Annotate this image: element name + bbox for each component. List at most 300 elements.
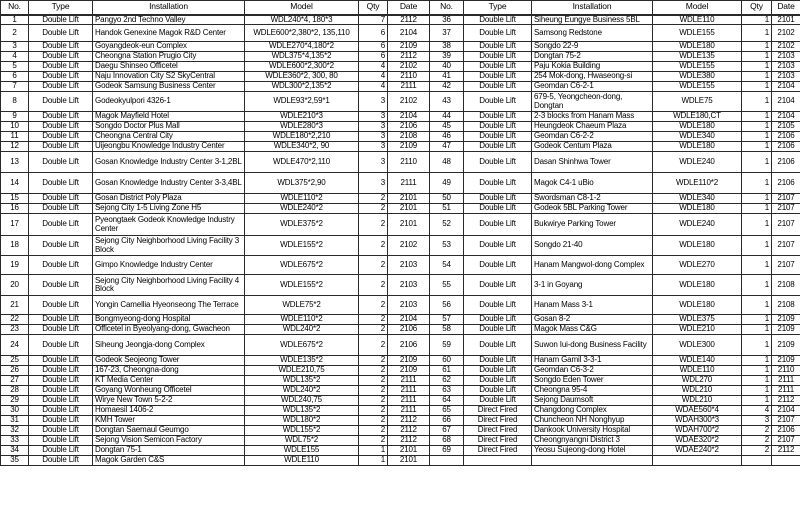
no-cell: 5 bbox=[1, 62, 29, 72]
qty-cell: 2 bbox=[359, 376, 388, 386]
installation-cell: Handok Genexine Magok R&D Center bbox=[93, 25, 245, 42]
qty-cell: 1 bbox=[742, 92, 772, 112]
type-cell: Double Lift bbox=[29, 194, 93, 204]
installation-cell: Godeokyulpori 4326-1 bbox=[93, 92, 245, 112]
table-row bbox=[1, 72, 800, 82]
empty-cell bbox=[742, 456, 772, 466]
installation-cell: 2-3 blocks from Hanam Mass bbox=[532, 112, 653, 122]
qty-cell: 1 bbox=[742, 275, 772, 296]
installation-cell: Cheongna 95-4 bbox=[532, 386, 653, 396]
date-cell: 2110 bbox=[388, 152, 430, 173]
type-cell: Double Lift bbox=[464, 335, 532, 356]
model-cell: WDL375*2,90 bbox=[245, 173, 359, 194]
date-cell: 2112 bbox=[388, 436, 430, 446]
installation-cell: Dongtan Saemaul Geumgo bbox=[93, 426, 245, 436]
installation-cell: Siheung Jeongja-dong Complex bbox=[93, 335, 245, 356]
table-row bbox=[1, 396, 800, 406]
no-cell: 47 bbox=[430, 142, 464, 152]
no-cell: 20 bbox=[1, 275, 29, 296]
no-cell: 23 bbox=[1, 325, 29, 335]
type-cell: Double Lift bbox=[29, 315, 93, 325]
date-cell: 2111 bbox=[388, 376, 430, 386]
no-cell: 2 bbox=[1, 25, 29, 42]
table-row bbox=[1, 82, 800, 92]
type-cell: Direct Fired bbox=[464, 416, 532, 426]
model-cell: WDL135*2 bbox=[245, 376, 359, 386]
installation-cell: Paju Kokia Building bbox=[532, 62, 653, 72]
qty-cell: 1 bbox=[359, 446, 388, 456]
date-cell: 2102 bbox=[772, 42, 800, 52]
model-cell: WDLE135 bbox=[653, 52, 742, 62]
type-cell: Double Lift bbox=[29, 256, 93, 275]
model-cell: WDLE110*2 bbox=[653, 173, 742, 194]
date-cell: 2106 bbox=[772, 173, 800, 194]
model-cell: WDLE180 bbox=[653, 204, 742, 214]
type-cell: Double Lift bbox=[29, 456, 93, 466]
installation-cell: Suwon Iui-dong Business Facility bbox=[532, 335, 653, 356]
no-cell: 67 bbox=[430, 426, 464, 436]
qty-cell: 1 bbox=[742, 15, 772, 25]
date-cell: 2109 bbox=[772, 335, 800, 356]
model-cell: WDLE360*2, 300, 80 bbox=[245, 72, 359, 82]
model-cell: WDLE240 bbox=[653, 152, 742, 173]
model-cell: WDLE240*2 bbox=[245, 204, 359, 214]
qty-cell: 1 bbox=[742, 112, 772, 122]
installation-cell: Samsong Redstone bbox=[532, 25, 653, 42]
model-cell: WDLE210*3 bbox=[245, 112, 359, 122]
type-cell: Double Lift bbox=[29, 204, 93, 214]
installation-cell: Swordsman C8-1-2 bbox=[532, 194, 653, 204]
qty-cell: 2 bbox=[742, 446, 772, 456]
type-cell: Direct Fired bbox=[464, 406, 532, 416]
installation-cell: Sejong City Neighborhood Living Facility 4 Block bbox=[93, 275, 245, 296]
table-row bbox=[1, 42, 800, 52]
model-cell: WDL155*2 bbox=[245, 426, 359, 436]
table-row bbox=[1, 356, 800, 366]
type-cell: Double Lift bbox=[29, 436, 93, 446]
date-cell: 2108 bbox=[772, 296, 800, 315]
qty-cell: 2 bbox=[359, 256, 388, 275]
installation-cell: Songdo 22-9 bbox=[532, 42, 653, 52]
model-cell: WDLE300 bbox=[653, 335, 742, 356]
model-cell: WDLE375 bbox=[653, 315, 742, 325]
table-row bbox=[1, 325, 800, 335]
no-cell: 65 bbox=[430, 406, 464, 416]
type-cell: Double Lift bbox=[464, 296, 532, 315]
model-cell: WDLE675*2 bbox=[245, 256, 359, 275]
date-cell: 2112 bbox=[388, 15, 430, 25]
type-cell: Double Lift bbox=[29, 132, 93, 142]
installation-cell: Gimpo Knowledge Industry Center bbox=[93, 256, 245, 275]
model-cell: WDLE180 bbox=[653, 142, 742, 152]
installation-cell: Chuncheon NH Nonghyup bbox=[532, 416, 653, 426]
no-cell: 41 bbox=[430, 72, 464, 82]
qty-cell: 6 bbox=[359, 42, 388, 52]
model-cell: WDL75*2 bbox=[245, 436, 359, 446]
model-cell: WDLE600*2,300*2 bbox=[245, 62, 359, 72]
no-cell: 30 bbox=[1, 406, 29, 416]
no-cell: 27 bbox=[1, 376, 29, 386]
table-row bbox=[1, 296, 800, 315]
model-cell: WDAH300*3 bbox=[653, 416, 742, 426]
no-cell: 44 bbox=[430, 112, 464, 122]
no-cell: 55 bbox=[430, 275, 464, 296]
date-cell: 2103 bbox=[388, 275, 430, 296]
installation-cell: Dasan Shinhwa Tower bbox=[532, 152, 653, 173]
installation-cell: Goyangdeok-eun Complex bbox=[93, 42, 245, 52]
installation-cell: Bukwirye Parking Tower bbox=[532, 214, 653, 236]
date-cell: 2112 bbox=[388, 426, 430, 436]
no-cell: 6 bbox=[1, 72, 29, 82]
type-cell: Double Lift bbox=[29, 112, 93, 122]
model-cell: WDLE110 bbox=[653, 366, 742, 376]
no-cell: 58 bbox=[430, 325, 464, 335]
no-cell: 45 bbox=[430, 122, 464, 132]
type-cell: Double Lift bbox=[464, 92, 532, 112]
date-cell: 2101 bbox=[388, 446, 430, 456]
date-cell: 2106 bbox=[772, 132, 800, 142]
qty-cell: 2 bbox=[359, 416, 388, 426]
type-cell: Double Lift bbox=[29, 406, 93, 416]
qty-cell: 1 bbox=[742, 376, 772, 386]
model-cell: WDLE380 bbox=[653, 72, 742, 82]
date-cell: 2107 bbox=[772, 256, 800, 275]
model-cell: WDLE280*3 bbox=[245, 122, 359, 132]
type-cell: Double Lift bbox=[464, 366, 532, 376]
type-cell: Double Lift bbox=[29, 366, 93, 376]
table-row bbox=[1, 122, 800, 132]
installation-cell: Cheongna Central City bbox=[93, 132, 245, 142]
model-cell: WDLE240 bbox=[653, 214, 742, 236]
no-cell: 14 bbox=[1, 173, 29, 194]
qty-cell: 1 bbox=[742, 356, 772, 366]
no-cell: 33 bbox=[1, 436, 29, 446]
table-row bbox=[1, 142, 800, 152]
type-cell: Double Lift bbox=[464, 396, 532, 406]
column-header-model: Model bbox=[245, 1, 359, 15]
installation-cell: Cheongna Station Prugio City bbox=[93, 52, 245, 62]
empty-cell bbox=[464, 456, 532, 466]
table-row bbox=[1, 436, 800, 446]
installation-cell: Changdong Complex bbox=[532, 406, 653, 416]
empty-cell bbox=[772, 456, 800, 466]
type-cell: Double Lift bbox=[464, 132, 532, 142]
qty-cell: 3 bbox=[359, 132, 388, 142]
no-cell: 66 bbox=[430, 416, 464, 426]
no-cell: 49 bbox=[430, 173, 464, 194]
date-cell: 2110 bbox=[772, 366, 800, 376]
no-cell: 1 bbox=[1, 15, 29, 25]
date-cell: 2111 bbox=[388, 396, 430, 406]
date-cell: 2101 bbox=[388, 214, 430, 236]
model-cell: WDAH700*2 bbox=[653, 426, 742, 436]
date-cell: 2107 bbox=[772, 214, 800, 236]
model-cell: WDLE270 bbox=[653, 256, 742, 275]
model-cell: WDAE320*2 bbox=[653, 436, 742, 446]
qty-cell: 2 bbox=[359, 436, 388, 446]
date-cell: 2104 bbox=[772, 112, 800, 122]
model-cell: WDL375*4,135*2 bbox=[245, 52, 359, 62]
table-body bbox=[1, 15, 800, 466]
no-cell: 11 bbox=[1, 132, 29, 142]
qty-cell: 2 bbox=[359, 275, 388, 296]
installation-cell: KT Media Center bbox=[93, 376, 245, 386]
installation-cell: Wirye New Town 5-2-2 bbox=[93, 396, 245, 406]
table-row bbox=[1, 416, 800, 426]
type-cell: Double Lift bbox=[464, 72, 532, 82]
column-header-no: No. bbox=[1, 1, 29, 15]
installation-cell: Dankook University Hospital bbox=[532, 426, 653, 436]
date-cell: 2102 bbox=[388, 92, 430, 112]
qty-cell: 1 bbox=[742, 214, 772, 236]
type-cell: Double Lift bbox=[29, 356, 93, 366]
installation-cell: Hanam Mass 3-1 bbox=[532, 296, 653, 315]
date-cell: 2111 bbox=[772, 386, 800, 396]
qty-cell: 1 bbox=[742, 335, 772, 356]
no-cell: 50 bbox=[430, 194, 464, 204]
type-cell: Double Lift bbox=[464, 275, 532, 296]
type-cell: Double Lift bbox=[464, 204, 532, 214]
date-cell: 2111 bbox=[388, 386, 430, 396]
table-row bbox=[1, 256, 800, 275]
table-row bbox=[1, 25, 800, 42]
installation-cell: Siheung Eungye Business 5BL bbox=[532, 15, 653, 25]
installation-cell: Naju Innovation City S2 SkyCentral bbox=[93, 72, 245, 82]
date-cell: 2101 bbox=[772, 15, 800, 25]
no-cell: 28 bbox=[1, 386, 29, 396]
installation-cell: Magok C4-1 uBio bbox=[532, 173, 653, 194]
installation-cell: Magok Garden C&S bbox=[93, 456, 245, 466]
date-cell: 2106 bbox=[388, 122, 430, 132]
table-row bbox=[1, 214, 800, 236]
type-cell: Double Lift bbox=[464, 42, 532, 52]
no-cell: 53 bbox=[430, 236, 464, 256]
installation-cell: Goyang Wonheung Officetel bbox=[93, 386, 245, 396]
header-row bbox=[1, 1, 800, 15]
no-cell: 24 bbox=[1, 335, 29, 356]
installation-cell: Songdo Eden Tower bbox=[532, 376, 653, 386]
date-cell: 2103 bbox=[772, 52, 800, 62]
type-cell: Double Lift bbox=[464, 25, 532, 42]
no-cell: 26 bbox=[1, 366, 29, 376]
type-cell: Double Lift bbox=[464, 214, 532, 236]
installation-cell: Hanam Mangwol-dong Complex bbox=[532, 256, 653, 275]
table-row bbox=[1, 173, 800, 194]
type-cell: Double Lift bbox=[29, 173, 93, 194]
date-cell: 2101 bbox=[388, 204, 430, 214]
qty-cell: 2 bbox=[359, 315, 388, 325]
installation-cell: Dongtan 75-2 bbox=[532, 52, 653, 62]
model-cell: WDL210 bbox=[653, 386, 742, 396]
table-row bbox=[1, 132, 800, 142]
model-cell: WDL240*2 bbox=[245, 325, 359, 335]
date-cell: 2112 bbox=[772, 446, 800, 456]
model-cell: WDLE155*2 bbox=[245, 236, 359, 256]
type-cell: Double Lift bbox=[464, 122, 532, 132]
date-cell: 2111 bbox=[388, 406, 430, 416]
no-cell: 34 bbox=[1, 446, 29, 456]
model-cell: WDLE110*2 bbox=[245, 194, 359, 204]
installation-cell: 167-23, Cheongna-dong bbox=[93, 366, 245, 376]
date-cell: 2109 bbox=[772, 325, 800, 335]
qty-cell: 2 bbox=[359, 194, 388, 204]
qty-cell: 1 bbox=[742, 256, 772, 275]
date-cell: 2111 bbox=[388, 173, 430, 194]
type-cell: Double Lift bbox=[29, 142, 93, 152]
type-cell: Double Lift bbox=[29, 92, 93, 112]
table-row bbox=[1, 315, 800, 325]
no-cell: 9 bbox=[1, 112, 29, 122]
table-row bbox=[1, 456, 800, 466]
installation-cell: Yeosu Sujeong-dong Hotel bbox=[532, 446, 653, 456]
no-cell: 52 bbox=[430, 214, 464, 236]
type-cell: Double Lift bbox=[464, 386, 532, 396]
model-cell: WDLE155 bbox=[245, 446, 359, 456]
qty-cell: 3 bbox=[359, 92, 388, 112]
table-row bbox=[1, 406, 800, 416]
qty-cell: 2 bbox=[359, 236, 388, 256]
type-cell: Double Lift bbox=[464, 152, 532, 173]
model-cell: WDLE110*2 bbox=[245, 315, 359, 325]
date-cell: 2109 bbox=[772, 315, 800, 325]
qty-cell: 6 bbox=[359, 25, 388, 42]
qty-cell: 1 bbox=[742, 132, 772, 142]
date-cell: 2104 bbox=[772, 406, 800, 416]
type-cell: Double Lift bbox=[464, 256, 532, 275]
no-cell: 13 bbox=[1, 152, 29, 173]
table-row bbox=[1, 366, 800, 376]
model-cell: WDAE240*2 bbox=[653, 446, 742, 456]
date-cell: 2112 bbox=[388, 52, 430, 62]
column-header-type: Type bbox=[29, 1, 93, 15]
table-row bbox=[1, 194, 800, 204]
no-cell: 51 bbox=[430, 204, 464, 214]
no-cell: 54 bbox=[430, 256, 464, 275]
date-cell: 2107 bbox=[772, 416, 800, 426]
model-cell: WDLE140 bbox=[653, 356, 742, 366]
model-cell: WDL135*2 bbox=[245, 406, 359, 416]
type-cell: Double Lift bbox=[464, 15, 532, 25]
qty-cell: 1 bbox=[742, 142, 772, 152]
model-cell: WDLE75 bbox=[653, 92, 742, 112]
installation-cell: Heungdeok Chaeum Plaza bbox=[532, 122, 653, 132]
installation-cell: Gosan Knowledge Industry Center 3-3,4BL bbox=[93, 173, 245, 194]
model-cell: WDLE180 bbox=[653, 236, 742, 256]
date-cell: 2112 bbox=[388, 416, 430, 426]
date-cell: 2104 bbox=[388, 112, 430, 122]
installation-cell: Songdo 21-40 bbox=[532, 236, 653, 256]
model-cell: WDLE180 bbox=[653, 42, 742, 52]
no-cell: 32 bbox=[1, 426, 29, 436]
date-cell: 2108 bbox=[388, 132, 430, 142]
qty-cell: 1 bbox=[742, 152, 772, 173]
installation-cell: Godeok Centum Plaza bbox=[532, 142, 653, 152]
no-cell: 4 bbox=[1, 52, 29, 62]
date-cell: 2102 bbox=[772, 25, 800, 42]
installation-cell: Geomdan C6-3-2 bbox=[532, 366, 653, 376]
qty-cell: 3 bbox=[359, 152, 388, 173]
date-cell: 2103 bbox=[388, 296, 430, 315]
installation-cell: Sejong Daumsoft bbox=[532, 396, 653, 406]
qty-cell: 1 bbox=[742, 366, 772, 376]
type-cell: Double Lift bbox=[29, 386, 93, 396]
installation-cell: Bongmyeong-dong Hospital bbox=[93, 315, 245, 325]
model-cell: WDLE93*2,59*1 bbox=[245, 92, 359, 112]
model-cell: WDLE75*2 bbox=[245, 296, 359, 315]
type-cell: Double Lift bbox=[464, 325, 532, 335]
model-cell: WDLE135*2 bbox=[245, 356, 359, 366]
no-cell: 19 bbox=[1, 256, 29, 275]
model-cell: WDLE155 bbox=[653, 25, 742, 42]
type-cell: Double Lift bbox=[29, 296, 93, 315]
qty-cell: 1 bbox=[359, 456, 388, 466]
date-cell: 2103 bbox=[388, 256, 430, 275]
qty-cell: 7 bbox=[359, 15, 388, 25]
table-row bbox=[1, 204, 800, 214]
no-cell: 35 bbox=[1, 456, 29, 466]
type-cell: Double Lift bbox=[29, 426, 93, 436]
qty-cell: 4 bbox=[359, 62, 388, 72]
type-cell: Double Lift bbox=[464, 173, 532, 194]
table-row bbox=[1, 15, 800, 25]
model-cell: WDLE155 bbox=[653, 82, 742, 92]
type-cell: Double Lift bbox=[29, 62, 93, 72]
table-row bbox=[1, 62, 800, 72]
installation-cell: Officetel in Byeolyang-dong, Gwacheon bbox=[93, 325, 245, 335]
installation-cell: Pyeongtaek Godeok Knowledge Industry Center bbox=[93, 214, 245, 236]
no-cell: 42 bbox=[430, 82, 464, 92]
model-cell: WDLE155*2 bbox=[245, 275, 359, 296]
qty-cell: 1 bbox=[742, 204, 772, 214]
date-cell: 2104 bbox=[388, 25, 430, 42]
model-cell: WDLE180*2,210 bbox=[245, 132, 359, 142]
date-cell: 2106 bbox=[772, 426, 800, 436]
installation-cell: Daegu Shinseo Officetel bbox=[93, 62, 245, 72]
model-cell: WDLE270*4,180*2 bbox=[245, 42, 359, 52]
qty-cell: 1 bbox=[742, 325, 772, 335]
no-cell: 59 bbox=[430, 335, 464, 356]
column-header-qty: Qty bbox=[742, 1, 772, 15]
type-cell: Double Lift bbox=[464, 356, 532, 366]
installation-cell: Hanam Gamil 3-3-1 bbox=[532, 356, 653, 366]
qty-cell: 1 bbox=[742, 396, 772, 406]
no-cell: 69 bbox=[430, 446, 464, 456]
model-cell: WDLE340 bbox=[653, 132, 742, 142]
date-cell: 2103 bbox=[772, 72, 800, 82]
qty-cell: 2 bbox=[359, 426, 388, 436]
table-row bbox=[1, 92, 800, 112]
type-cell: Double Lift bbox=[29, 236, 93, 256]
table-row bbox=[1, 152, 800, 173]
date-cell: 2104 bbox=[388, 315, 430, 325]
installation-cell: Godeok Seojeong Tower bbox=[93, 356, 245, 366]
qty-cell: 1 bbox=[742, 42, 772, 52]
date-cell: 2107 bbox=[772, 204, 800, 214]
qty-cell: 4 bbox=[359, 82, 388, 92]
model-cell: WDLE180 bbox=[653, 296, 742, 315]
date-cell: 2101 bbox=[388, 456, 430, 466]
table-row bbox=[1, 335, 800, 356]
empty-cell bbox=[430, 456, 464, 466]
model-cell: WDLE340 bbox=[653, 194, 742, 204]
no-cell: 38 bbox=[430, 42, 464, 52]
model-cell: WDL180*2 bbox=[245, 416, 359, 426]
no-cell: 22 bbox=[1, 315, 29, 325]
installation-cell: Godeok 5BL Parking Tower bbox=[532, 204, 653, 214]
model-cell: WDLE340*2, 90 bbox=[245, 142, 359, 152]
no-cell: 60 bbox=[430, 356, 464, 366]
type-cell: Direct Fired bbox=[464, 436, 532, 446]
